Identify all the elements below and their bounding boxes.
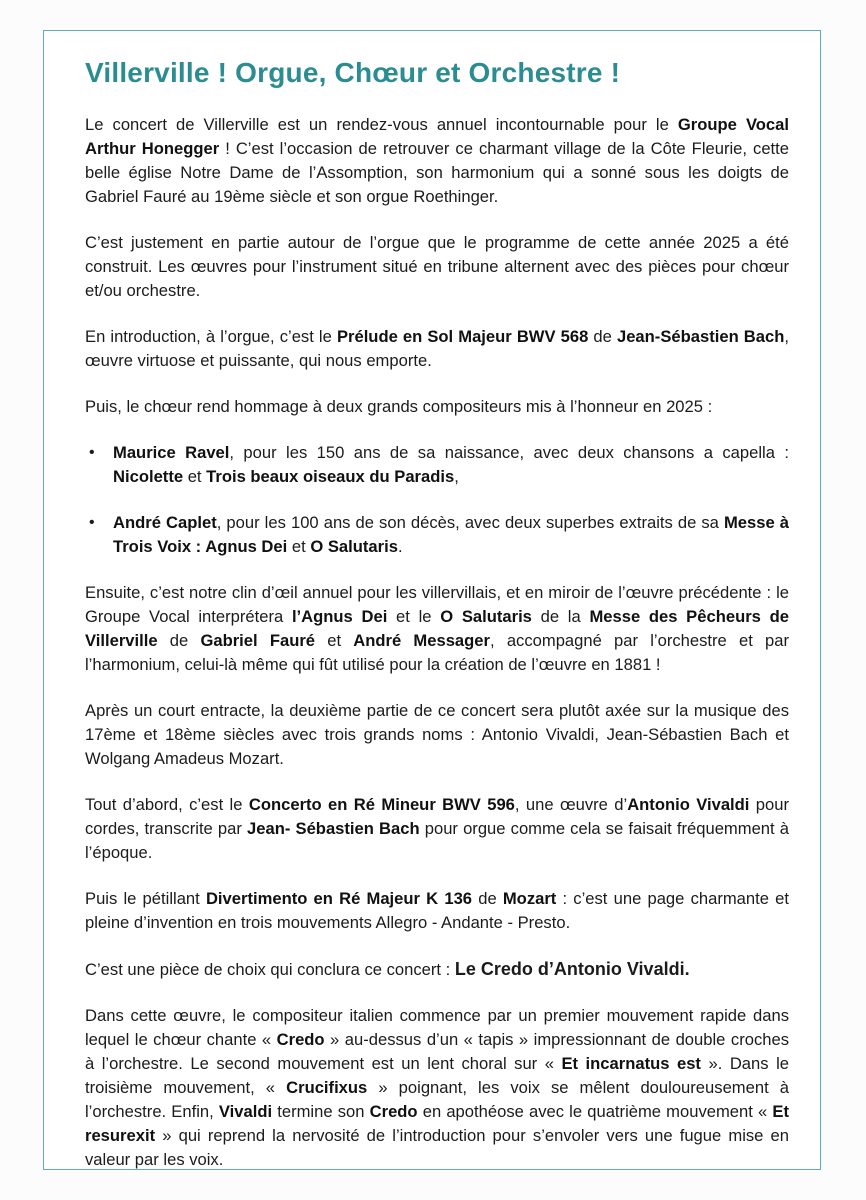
- paragraph-divertimento: Puis le pétillant Divertimento en Ré Majeur K 136 de Mozart : c’est une page charmante et pleine d’invention en trois mouvements Allegro - Andante - Presto.: [85, 889, 789, 932]
- document-content: [85, 57, 789, 1194]
- paragraph-second-part: Après un court entracte, la deuxième partie de ce concert sera plutôt axée sur la musique des 17ème et 18ème siècles avec trois grands noms : Antonio Vivaldi, Jean-Sébastien Bach et Wolgang Amadeus Mozart.: [85, 701, 789, 768]
- paragraph-faure-messager: Ensuite, c’est notre clin d’œil annuel pour les villervillais, et en miroir de l’œuvre précédente : le Groupe Vocal interprétera l’Agnus Dei et le O Salutaris de la Messe des Pêcheurs de Villerville de Gabriel Fauré et André Messager, accompagné par l’orchestre et par l’harmonium, celui-là même qui fût utilisé pour la création de l’œuvre en 1881 !: [85, 583, 789, 674]
- paragraph-concerto: Tout d’abord, c’est le Concerto en Ré Mineur BWV 596, une œuvre d’Antonio Vivaldi pour cordes, transcrite par Jean- Sébastien Bach pour orgue comme cela se faisait fréquemment à l’époque.: [85, 795, 790, 862]
- paragraph-credo-announcement: C’est une pièce de choix qui conclura ce concert : Le Credo d’Antonio Vivaldi.: [85, 959, 690, 979]
- paragraph-programme: C’est justement en partie autour de l’orgue que le programme de cette année 2025 a été construit. Les œuvres pour l’instrument situé en tribune alternent avec des pièces pour chœur et/ou orchestre.: [85, 233, 789, 300]
- paragraph-choir-tribute: Puis, le chœur rend hommage à deux grands compositeurs mis à l’honneur en 2025 :: [85, 397, 713, 416]
- paragraph-intro: Le concert de Villerville est un rendez-vous annuel incontournable pour le Groupe Vocal Arthur Honegger ! C’est l’occasion de retrouver ce charmant village de la Côte Fleurie, cette belle église Notre Dame de l’Assomption, son harmonium qui a sonné sous les doigts de Gabriel Fauré au 19ème siècle et son orgue Roethinger.: [85, 115, 790, 206]
- page-title: Villerville ! Orgue, Chœur et Orchestre !: [85, 57, 621, 88]
- bullet-icon: •: [89, 444, 95, 461]
- paragraph-introduction-organ: En introduction, à l’orgue, c’est le Prélude en Sol Majeur BWV 568 de Jean-Sébastien Bach, œuvre virtuose et puissante, qui nous emporte.: [85, 327, 789, 370]
- paragraph-credo-description: Dans cette œuvre, le compositeur italien commence par un premier mouvement rapide dans lequel le chœur chante « Credo » au-dessus d’un « tapis » impressionnant de double croches à l’orchestre. Le second mouvement est un lent choral sur « Et incarnatus est ». Dans le troisième mouvement, « Crucifixus » poignant, les voix se mêlent douloureusement à l’orchestre. Enfin, Vivaldi termine son Credo en apothéose avec le quatrième mouvement « Et resurexit » qui reprend la nervosité de l’introduction pour s’envoler vers une fugue mise en valeur par les voix.: [85, 1006, 789, 1169]
- bullet-icon: •: [89, 514, 95, 531]
- list-item-caplet: • André Caplet, pour les 100 ans de son décès, avec deux superbes extraits de sa Messe à Trois Voix : Agnus Dei et O Salutaris.: [89, 513, 790, 556]
- document-frame: [43, 30, 821, 1170]
- composer-list: [85, 441, 789, 559]
- list-item-ravel: • Maurice Ravel, pour les 150 ans de sa naissance, avec deux chansons a capella : Nicolette et Trois beaux oiseaux du Paradis,: [89, 443, 789, 486]
